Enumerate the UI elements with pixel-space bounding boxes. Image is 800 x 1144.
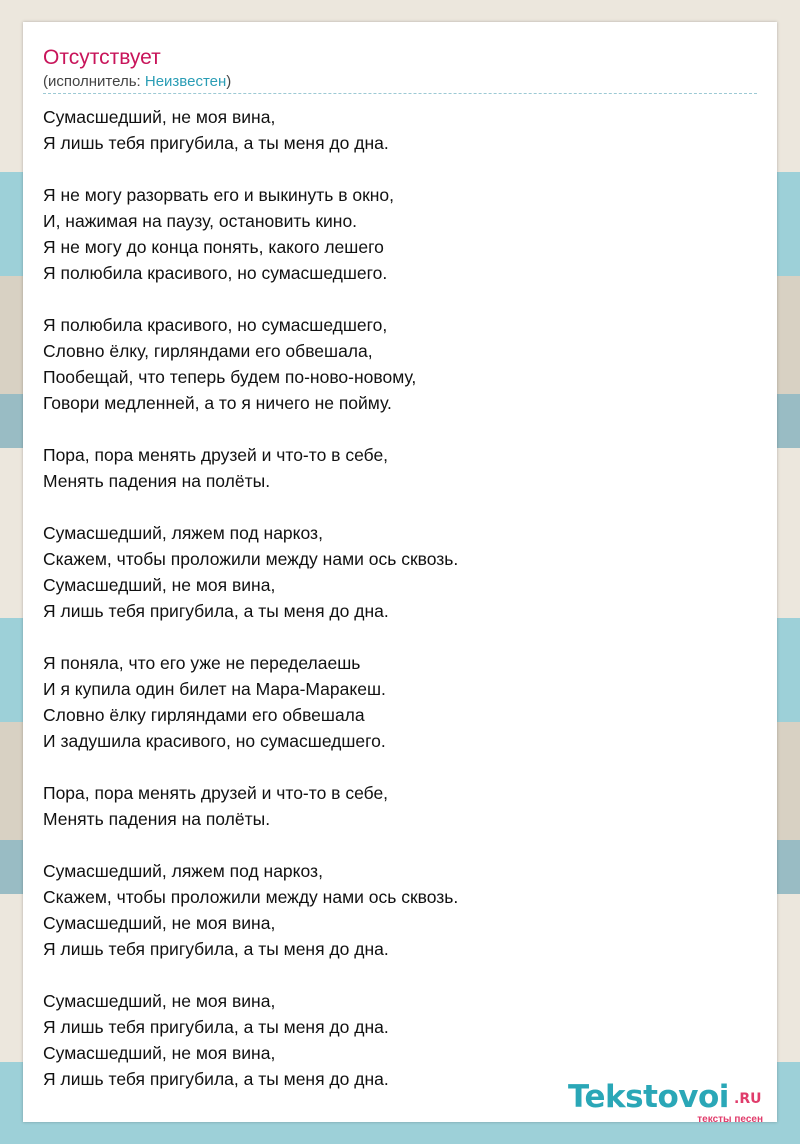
lyric-line: И я купила один билет на Мара-Маракеш. bbox=[43, 679, 386, 699]
title-divider bbox=[43, 93, 757, 94]
lyric-line: Сумасшедший, не моя вина, bbox=[43, 1043, 276, 1063]
artist-suffix: ) bbox=[226, 73, 232, 90]
lyric-line: Сумасшедший, не моя вина, bbox=[43, 575, 276, 595]
lyric-line: Я лишь тебя пригубила, а ты меня до дна. bbox=[43, 133, 389, 153]
song-title: Отсутствует bbox=[43, 46, 161, 69]
site-logo[interactable] bbox=[568, 1079, 773, 1125]
lyric-line: Я лишь тебя пригубила, а ты меня до дна. bbox=[43, 939, 389, 959]
artist-line bbox=[43, 73, 231, 90]
lyric-line: Пообещай, что теперь будем по-ново-новому, bbox=[43, 367, 417, 387]
lyric-line: Сумасшедший, не моя вина, bbox=[43, 913, 276, 933]
stanza-gap bbox=[43, 494, 458, 520]
stanza-gap bbox=[43, 156, 458, 182]
lyric-line: Я лишь тебя пригубила, а ты меня до дна. bbox=[43, 601, 389, 621]
lyric-line: Я поняла, что его уже не переделаешь bbox=[43, 653, 361, 673]
logo-name: Tekstovoi bbox=[568, 1079, 729, 1115]
lyric-line: Пора, пора менять друзей и что-то в себе, bbox=[43, 783, 389, 803]
artist-link[interactable]: Неизвестен bbox=[144, 73, 227, 90]
stanza-gap bbox=[43, 962, 458, 988]
lyric-line: Сумасшедший, ляжем под наркоз, bbox=[43, 523, 323, 543]
lyric-line: Я не могу разорвать его и выкинуть в окно, bbox=[43, 185, 395, 205]
lyric-line: Сумасшедший, ляжем под наркоз, bbox=[43, 861, 323, 881]
lyric-line: Говори медленней, а то я ничего не пойму. bbox=[43, 393, 392, 413]
lyric-line: Я лишь тебя пригубила, а ты меня до дна. bbox=[43, 1017, 389, 1037]
stanza-gap bbox=[43, 832, 458, 858]
lyric-line: Скажем, чтобы проложили между нами ось сквозь. bbox=[43, 549, 459, 569]
lyric-line: Я полюбила красивого, но сумасшедшего. bbox=[43, 263, 388, 283]
lyric-line: Сумасшедший, не моя вина, bbox=[43, 991, 276, 1011]
lyric-line: Менять падения на полёты. bbox=[43, 471, 271, 491]
lyric-line: Сумасшедший, не моя вина, bbox=[43, 107, 276, 127]
lyric-line: И, нажимая на паузу, остановить кино. bbox=[43, 211, 358, 231]
lyric-line: Я полюбила красивого, но сумасшедшего, bbox=[43, 315, 388, 335]
logo-tagline: тексты песен bbox=[697, 1114, 763, 1125]
lyrics-body bbox=[43, 104, 458, 1092]
stanza-gap bbox=[43, 286, 458, 312]
stanza-gap bbox=[43, 624, 458, 650]
lyric-line: Я не могу до конца понять, какого лешего bbox=[43, 237, 384, 257]
logo-tld: .RU bbox=[734, 1091, 762, 1107]
lyric-line: Словно ёлку гирляндами его обвешала bbox=[43, 705, 365, 725]
lyric-line: Я лишь тебя пригубила, а ты меня до дна. bbox=[43, 1069, 389, 1089]
lyric-line: И задушила красивого, но сумасшедшего. bbox=[43, 731, 386, 751]
stanza-gap bbox=[43, 416, 458, 442]
lyrics-sheet bbox=[23, 22, 777, 1125]
lyric-line: Скажем, чтобы проложили между нами ось сквозь. bbox=[43, 887, 459, 907]
artist-prefix: (исполнитель: bbox=[43, 73, 145, 90]
lyric-line: Словно ёлку, гирляндами его обвешала, bbox=[43, 341, 373, 361]
lyric-line: Пора, пора менять друзей и что-то в себе, bbox=[43, 445, 389, 465]
stanza-gap bbox=[43, 754, 458, 780]
lyric-line: Менять падения на полёты. bbox=[43, 809, 271, 829]
